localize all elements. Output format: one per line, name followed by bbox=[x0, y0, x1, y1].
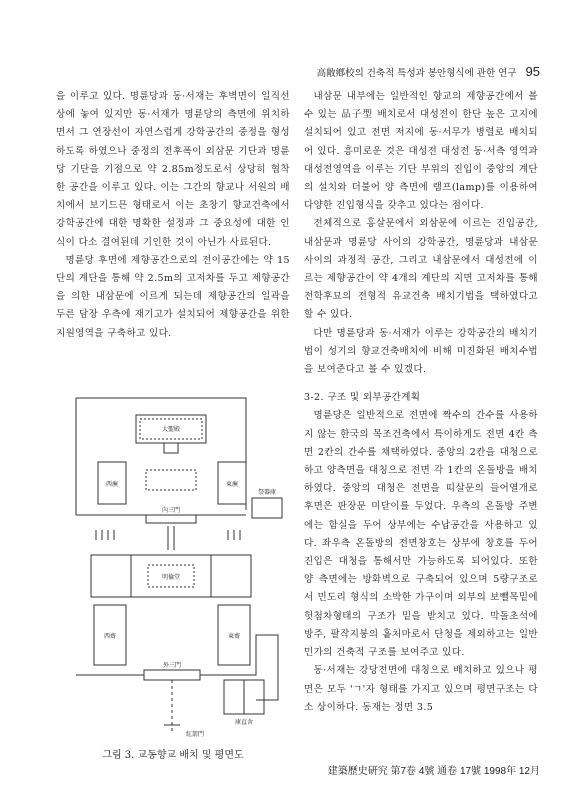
section-paragraph-1: 명륜당은 일반적으로 전면에 짝수의 간수를 사용하지 않는 한국의 목조건축에서 특이하게도 전면 4칸 측면 2칸의 간수를 채택하였다. 중앙의 2칸을 대청으로하고 양측면을 대칭으로 전면 각 1칸의 온돌방을 배치하였다. 중앙의 대청은 전면을 띠살문의 들어열개로 후면은 판장문 미닫이를 두었다. 우측의 온돌방 주변에는 함실을 두어 상부에는 수납공간을 사용하고 있다. 좌우측 온돌방의 전면창호는 상부에 창호를 두어 진입은 대청을 통해서만 가능하도록 되어있다. 또한 양 측면에는 방화벽으로 구축되어 있으며 5량구조로서 민도리 형식의 소박한 가구이며 외부의 보뺄목밑에 헛첨차형태의 구조가 밑을 받치고 있다. 막돌초석에 방주, 팔작지붕의 홑처마로서 단청을 제외하고는 일반 민가의 건축적 구조를 보여주고 있다. bbox=[304, 410, 538, 659]
right-paragraph-3: 다만 명륜당과 동·서재가 이루는 강학공간의 배치기법이 성기의 향교건축배치에 비해 미진화된 배치수법을 보여준다고 볼 수 있겠다. bbox=[304, 327, 538, 376]
label-seojae: 西齋 bbox=[103, 634, 117, 640]
oesammun-gate bbox=[144, 670, 200, 680]
left-paragraph-2: 명륜당 후면에 제향공간으로의 전이공간에는 약 15단의 계단을 통해 약 2.5m의 고저차를 두고 제향공간을 의한 내삼문에 이르게 되는데 제향공간의 일곽을 두른 담장 우측에 재기고가 설치되어 제향공간을 위한 지원영역을 구축하고 있다. bbox=[56, 254, 290, 339]
page-number: 95 bbox=[525, 64, 540, 79]
right-paragraph-1: 내삼문 내부에는 일반적인 향교의 제향공간에서 볼 수 있는 品子型 배치로서 대성전이 한단 높은 고지에 설치되어 있고 전면 저지에 동·서무가 병렬로 배치되어 있다. 흥미로운 것은 대성전 대성전 동·서측 영역과 대성전영역을 이루는 기단 부위의 진입이 중앙의 계단의 설치와 더불어 양 측면에 램프(lamp)를 이용하여 다양한 진입형식을 갖추고 있다는 점이다. bbox=[304, 91, 538, 212]
label-gojiksa: 庫直舍 bbox=[234, 720, 254, 726]
section-title: 3-2. 구조 및 외부공간계획 bbox=[304, 392, 421, 404]
label-dongmu: 東廡 bbox=[225, 482, 239, 488]
running-title: 高敞鄕校의 건축적 특성과 봉안형식에 관한 연구 bbox=[316, 68, 517, 79]
site-plan-drawing bbox=[56, 380, 290, 740]
label-naesammun: 內三門 bbox=[161, 508, 181, 514]
site-plan-figure bbox=[56, 380, 290, 780]
right-paragraph-2: 전체적으로 홍살문에서 외삼문에 이르는 진입공간, 내삼문과 명륜당 사이의 강학공간, 명륜당과 내삼문 사이의 과정적 공간, 그리고 내삼문에서 대성전에 이르는 제향공간이 약 4개의 계단의 지면 고저차를 통해 전학후묘의 전형적 유교건축 배치기법을 택하였다고 할 수 있다. bbox=[304, 218, 538, 321]
label-seomu: 西廡 bbox=[105, 482, 119, 488]
label-daeseongjeon: 大聖殿 bbox=[161, 427, 181, 433]
label-jegigo: 祭器庫 bbox=[257, 490, 277, 496]
right-column bbox=[304, 88, 538, 717]
label-hongsalmun: 紅箭門 bbox=[186, 732, 205, 738]
label-dongjae: 東齋 bbox=[227, 634, 241, 640]
left-paragraph-1: 을 이루고 있다. 명륜당과 동·서재는 후벽면이 일직선상에 놓여 있지만 동·서재가 명륜당의 측면에 위치하면서 그 연장선이 자연스럽게 강학공간의 중정을 형성하도록 하였으나 중정의 전후폭이 외삼문 기단과 명륜당 기단을 기점으로 약 2.85m정도로서 상당히 협착한 공간을 이루고 있다. 이는 그간의 향교나 서원의 배치에서 보기드믄 형태로서 이는 초창기 향교건축에서 강학공간에 대한 명확한 설정과 그 중요성에 대한 인식이 다소 결여된데 기인한 것이 아닌가 사료된다. bbox=[56, 91, 290, 248]
section-paragraph-2: 동·서재는 강당전면에 대칭으로 배치하고 있으나 평면은 모두 'ㄱ'자 형태를 가지고 있으며 평면구조는 다소 상이하다. 동재는 정면 3.5 bbox=[304, 665, 538, 713]
journal-footer: 建築歷史硏究 第7卷 4號 通卷 17號 1998年 12月 bbox=[327, 766, 540, 777]
running-header bbox=[300, 64, 540, 80]
naesammun-gate bbox=[146, 515, 196, 523]
label-oesammun: 外三門 bbox=[162, 663, 182, 669]
stair-group bbox=[96, 526, 240, 550]
left-column bbox=[56, 88, 290, 343]
figure-caption: 그림 3. 교동향교 배치 및 평면도 bbox=[102, 750, 244, 761]
jegigo-building bbox=[252, 498, 282, 518]
label-myeongryundang: 明倫堂 bbox=[161, 575, 181, 581]
